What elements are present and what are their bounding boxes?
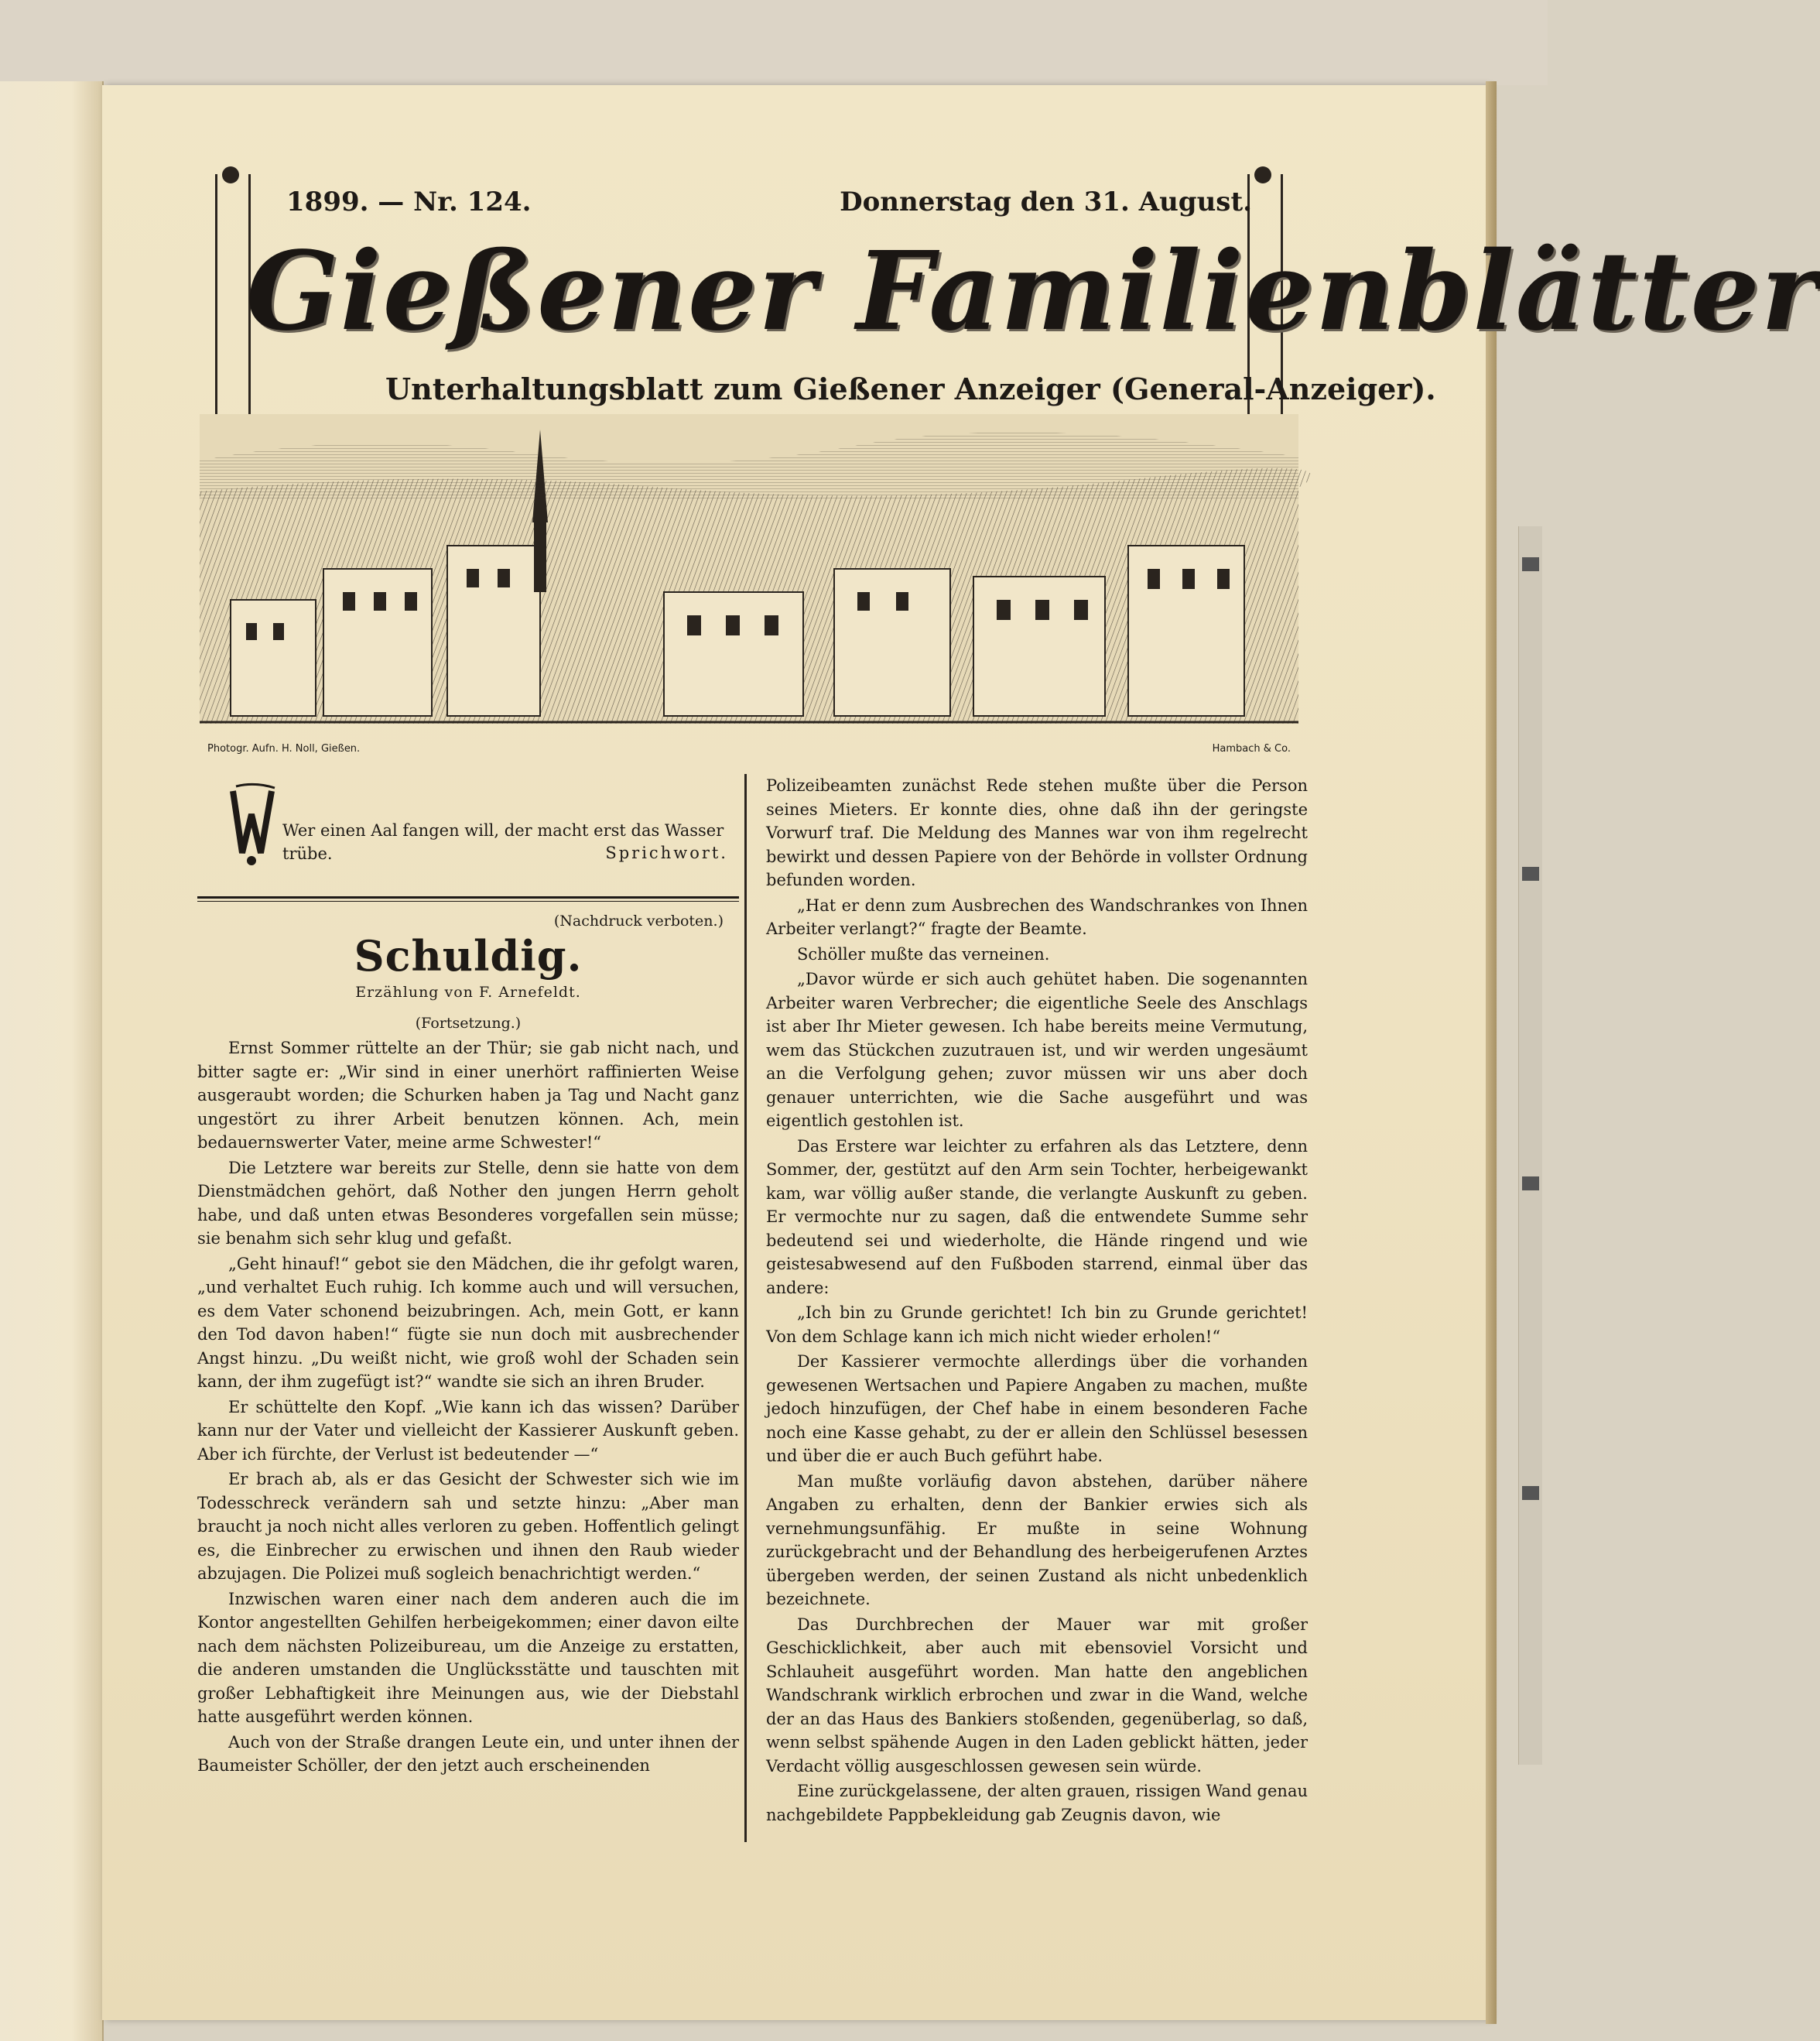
- story-author: Erzählung von F. Arnefeldt.: [355, 984, 581, 1001]
- paragraph: „Hat er denn zum Ausbrechen des Wandschrankes von Ihnen Arbeiter verlangt?“ fragte der Beamte.: [766, 896, 1308, 938]
- column-rule: [744, 774, 747, 1842]
- paragraph: „Geht hinauf!“ gebot sie den Mädchen, die ihr gefolgt waren, „und verhaltet Euch ruhig. Ich komme auch und will versuchen, es dem Vater schonend beizubringen. Ach, mein Gott, er kann den Tod davon haben!“ fügte sie nun doch mit ausbrechender Angst hinzu. „Du weißt nicht, wie groß wohl der Schaden sein kann, der ihm zugefügt ist?“ wandte sie sich an ihren Bruder.: [197, 1254, 739, 1391]
- paragraph: Eine zurückgelassene, der alten grauen, rissigen Wand genau nachgebildete Pappbekleidung gab Zeugnis davon, wie: [766, 1782, 1308, 1824]
- paragraph: Er schüttelte den Kopf. „Wie kann ich das wissen? Darüber kann nur der Vater und vielleicht der Kassierer Auskunft geben. Aber ich fürchte, der Verlust ist bedeutender —“: [197, 1397, 739, 1464]
- paragraph: Der Kassierer vermochte allerdings über die vorhanden gewesenen Wertsachen und Papiere Angaben zu machen, mußte jedoch hinzufügen, der Chef habe in einem besonderen Fache noch eine Kasse gehabt, zu der er allein den Schlüssel besessen und über die er auch Buch geführt habe.: [766, 1352, 1308, 1465]
- city-engraving-illustration: [200, 414, 1298, 724]
- newspaper-subtitle: Unterhaltungsblatt zum Gießener Anzeiger (General-Anzeiger).: [385, 372, 1436, 406]
- paragraph: „Ich bin zu Grunde gerichtet! Ich bin zu Grunde gerichtet! Von dem Schlage kann ich mich nicht wieder erholen!“: [766, 1303, 1308, 1346]
- issue-date: Donnerstag den 31. August.: [840, 187, 1252, 217]
- scan-background-top: [0, 0, 1548, 85]
- proverb-text: Wer einen Aal fangen will, der macht erst das Wasser trübe.: [282, 821, 724, 863]
- reprint-notice: (Nachdruck verboten.): [553, 913, 724, 930]
- paragraph: Er brach ab, als er das Gesicht der Schwester sich wie im Todesschreck verändern sah und setzte hinzu: „Aber man braucht ja noch nicht alles verloren zu geben. Hoffentlich gelingt es, die Einbrecher zu erwischen und ihnen den Raub wieder abzujagen. Die Polizei muß sogleich benachrichtigt werden.“: [197, 1470, 739, 1583]
- proverb-box: [197, 774, 739, 890]
- paragraph: Inzwischen waren einer nach dem anderen auch die im Kontor angestellten Gehilfen herbeigekommen; einer davon eilte nach dem nächsten Polizeibureau, um die Anzeige zu erstatten, die anderen umstanden die Unglücksstätte und tauschten mit großer Lebhaftigkeit ihre Meinungen aus, wie der Diebstahl hatte ausgeführt werden können.: [197, 1589, 739, 1726]
- engraver-credit: Hambach & Co.: [1212, 743, 1291, 755]
- section-divider: [197, 896, 739, 902]
- previous-page-edge: [0, 81, 104, 2041]
- continuation-label: (Fortsetzung.): [415, 1015, 522, 1032]
- paragraph: Das Durchbrechen der Mauer war mit großer Geschicklichkeit, aber auch mit ebensoviel Vorsicht und Schlauheit ausgeführt worden. Man hatte den angeblichen Wandschrank wirklich erbrochen und zwar in die Wand, welche der an das Haus des Bankiers stoßenden, gegenüberlag, so daß, wenn selbst spähende Augen in den Laden geblickt hätten, jeder Verdacht völlig ausgeschlossen gewesen sein würde.: [766, 1615, 1308, 1776]
- left-column: [197, 774, 739, 1779]
- newspaper-title: Gießener Familienblätter: [246, 228, 1820, 355]
- paragraph: Ernst Sommer rüttelte an der Thür; sie gab nicht nach, und bitter sagte er: „Wir sind in einer unerhört raffinierten Weise ausgeraubt worden; die Schurken haben ja Tag und Nacht ganz ungestört zu ihrer Arbeit benutzen können. Ach, mein bedauernswerter Vater, meine arme Schwester!“: [197, 1039, 739, 1152]
- right-column: [766, 774, 1308, 1828]
- ornamental-dropcap: [228, 783, 281, 870]
- proverb-source: Sprichwort.: [605, 844, 728, 862]
- paragraph: „Davor würde er sich auch gehütet haben. Die sogenannten Arbeiter waren Verbrecher; die eigentliche Seele des Anschlags ist aber Ihr Mieter gewesen. Ich habe bereits meine Vermutung, wem das Stückchen zuzutrauen ist, und wir werden ungesäumt an die Verfolgung gehen; zuvor müssen wir uns aber doch genauer unterrichten, wie die Sache ausgeführt und was eigentlich gestohlen ist.: [766, 970, 1308, 1130]
- paragraph: Auch von der Straße drangen Leute ein, und unter ihnen der Baumeister Schöller, der den jetzt auch erscheinenden: [197, 1732, 739, 1775]
- paragraph: Die Letztere war bereits zur Stelle, denn sie hatte von dem Dienstmädchen gehört, daß Nother den jungen Herrn geholt habe, und daß unten etwas Besonderes vorgefallen sein müsse; sie benahm sich sehr klug und gefaßt.: [197, 1158, 739, 1248]
- story-title: Schuldig.: [354, 931, 583, 981]
- paragraph: Man mußte vorläufig davon abstehen, darüber nähere Angaben zu erhalten, denn der Bankier erwies sich als vernehmungsunfähig. Er mußte in seine Wohnung zurückgebracht und der Behandlung des herbeigerufenen Arztes übergeben werden, der seinen Zustand als nicht unbedenklich bezeichnete.: [766, 1471, 1308, 1608]
- paragraph: Schöller mußte das verneinen.: [797, 944, 1050, 964]
- issue-number: 1899. — Nr. 124.: [286, 187, 532, 217]
- photo-credit: Photogr. Aufn. H. Noll, Gießen.: [207, 743, 361, 755]
- scan-ruler: [1518, 526, 1542, 1765]
- paragraph: Das Erstere war leichter zu erfahren als das Letztere, denn Sommer, der, gestützt auf den Arm sein Tochter, herbeigewankt kam, war völlig außer stande, die verlangte Auskunft zu geben. Er vermochte nur zu sagen, daß die entwendete Summe sehr bedeutend sei und wiederholte, die Hände ringend und wie geistesabwesend auf den Fußboden starrend, einmal über das andere:: [766, 1136, 1308, 1297]
- masthead: [200, 174, 1820, 755]
- paragraph: Polizeibeamten zunächst Rede stehen mußte über die Person seines Mieters. Er konnte dies, ohne daß ihn der geringste Vorwurf traf. Die Meldung des Mannes war von ihm regelrecht bewirkt und dessen Papiere von der Behörde in vollster Ordnung befunden worden.: [766, 776, 1308, 889]
- page-edge-shadow: [1486, 81, 1497, 2024]
